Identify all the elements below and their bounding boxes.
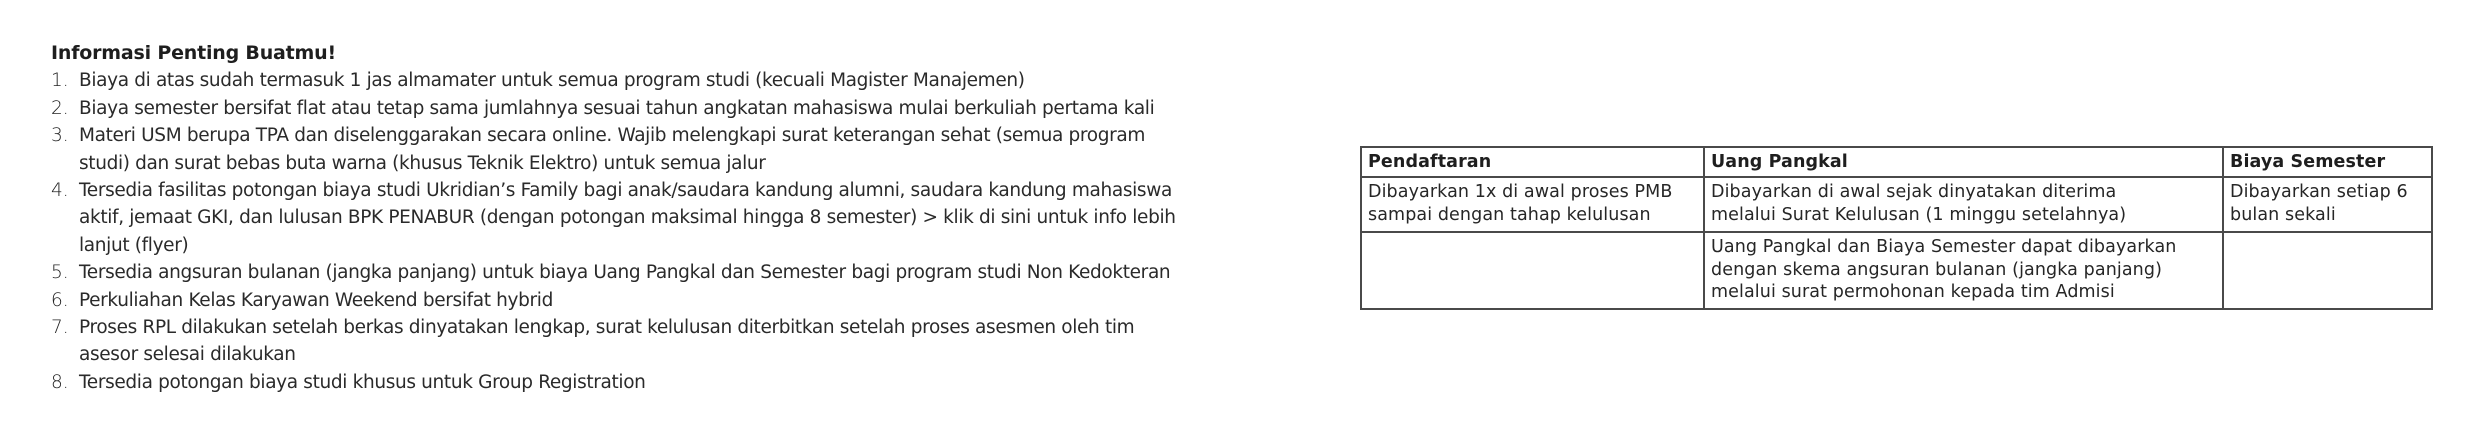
- important-info-section: [51, 40, 1291, 396]
- cell-text: sampai dengan tahap kelulusan: [1368, 204, 1651, 225]
- info-item-number: 2.: [51, 97, 69, 119]
- info-item-text: Tersedia potongan biaya studi khusus untuk Group Registration: [79, 371, 646, 393]
- info-item: [51, 177, 1291, 259]
- info-item-number: 6.: [51, 289, 69, 311]
- info-item-text: Tersedia angsuran bulanan (jangka panjang) untuk biaya Uang Pangkal dan Semester bagi program studi Non Kedokteran: [79, 262, 1171, 284]
- cell-text: Uang Pangkal dan Biaya Semester dapat dibayarkan: [1711, 237, 2177, 257]
- cell-pendaftaran-empty: [1361, 232, 1704, 309]
- info-item-number: 5.: [51, 262, 69, 284]
- info-item-text: Perkuliahan Kelas Karyawan Weekend bersifat hybrid: [79, 289, 553, 311]
- info-item-text-with-flyer-link[interactable]: aktif, jemaat GKI, dan lulusan BPK PENABUR (dengan potongan maksimal hingga 8 semester) > klik di sini untuk info lebih: [79, 207, 1176, 229]
- info-item-text: Tersedia fasilitas potongan biaya studi Ukridian’s Family bagi anak/saudara kandung alumni, saudara kandung mahasiswa: [79, 179, 1172, 201]
- info-item-text: Biaya di atas sudah termasuk 1 jas almamater untuk semua program studi (kecuali Magister Manajemen): [79, 70, 1025, 92]
- cell-biaya-semester-empty: [2223, 232, 2432, 309]
- cell-text: melalui surat permohonan kepada tim Admisi: [1711, 282, 2115, 302]
- cell-pendaftaran: [1361, 177, 1704, 232]
- info-item: [51, 287, 1291, 314]
- info-item-number: 1.: [51, 70, 69, 92]
- flyer-link-text[interactable]: lanjut (flyer): [79, 234, 189, 256]
- info-item-number: 7.: [51, 316, 69, 338]
- info-item-number: 3.: [51, 125, 69, 147]
- header-biaya-semester: Biaya Semester: [2223, 147, 2432, 177]
- cell-biaya-semester: [2223, 177, 2432, 232]
- info-item: [51, 369, 1291, 396]
- info-title: Informasi Penting Buatmu!: [51, 42, 336, 64]
- info-item-text: Biaya semester bersifat flat atau tetap sama jumlahnya sesuai tahun angkatan mahasiswa mulai berkuliah pertama kali: [79, 97, 1155, 119]
- header-pendaftaran: Pendaftaran: [1361, 147, 1704, 177]
- cell-text: dengan skema angsuran bulanan (jangka panjang): [1711, 259, 2163, 280]
- info-item: [51, 314, 1291, 369]
- fee-payment-table: [1360, 146, 2433, 310]
- info-item-number: 4.: [51, 179, 69, 201]
- info-item: [51, 259, 1291, 286]
- cell-text: Dibayarkan setiap 6: [2230, 182, 2408, 202]
- table-header-row: [1361, 147, 2432, 177]
- table-row: [1361, 232, 2432, 309]
- cell-uang-pangkal: [1704, 177, 2223, 232]
- info-item-number: 8.: [51, 371, 69, 393]
- cell-text: Dibayarkan di awal sejak dinyatakan diterima: [1711, 182, 2117, 202]
- cell-uang-pangkal-installment: [1704, 232, 2223, 309]
- table-row: [1361, 177, 2432, 232]
- info-item: [51, 122, 1291, 177]
- info-list: [51, 67, 1291, 396]
- info-item: [51, 67, 1291, 94]
- info-item-text: Materi USM berupa TPA dan diselenggarakan secara online. Wajib melengkapi surat keterangan sehat (semua program: [79, 125, 1146, 147]
- cell-text: bulan sekali: [2230, 204, 2336, 225]
- info-item-text: studi) dan surat bebas buta warna (khusus Teknik Elektro) untuk semua jalur: [79, 152, 766, 174]
- cell-text: melalui Surat Kelulusan (1 minggu setelahnya): [1711, 204, 2127, 225]
- info-item: [51, 95, 1291, 122]
- info-item-text: Proses RPL dilakukan setelah berkas dinyatakan lengkap, surat kelulusan diterbitkan setelah proses asesmen oleh tim: [79, 316, 1135, 338]
- cell-text: Dibayarkan 1x di awal proses PMB: [1368, 182, 1673, 202]
- info-item-text: asesor selesai dilakukan: [79, 344, 296, 366]
- header-uang-pangkal: Uang Pangkal: [1704, 147, 2223, 177]
